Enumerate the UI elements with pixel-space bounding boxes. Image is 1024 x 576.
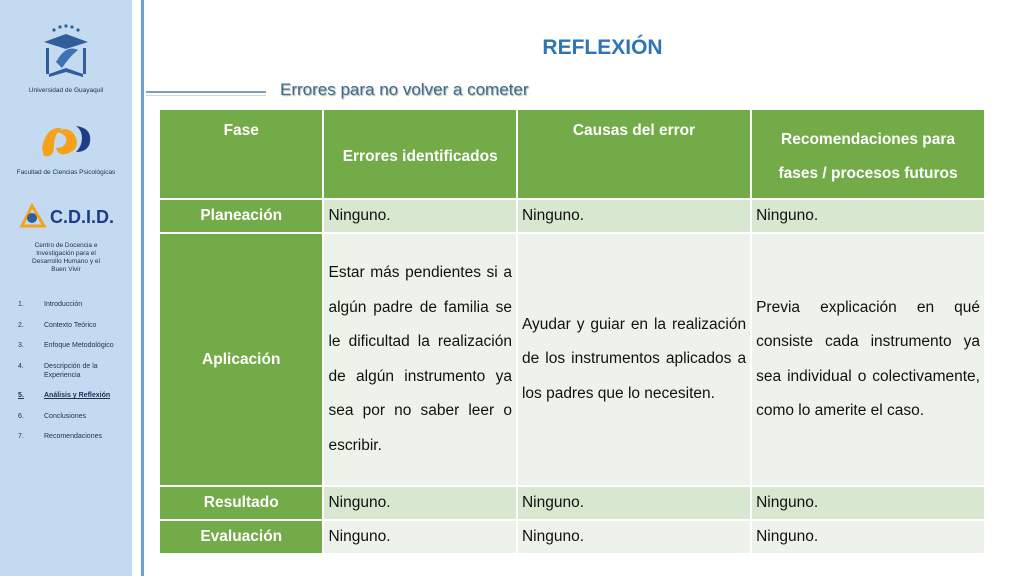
column-header-errors-label: Errores identificados xyxy=(342,148,498,165)
nav-item-label: Conclusiones xyxy=(44,412,87,420)
cdid-logo-text: C.D.I.D. xyxy=(49,206,114,227)
cdid-logo-icon xyxy=(18,202,48,232)
nav-item-number: 3. xyxy=(18,342,24,349)
phase-cell: Planeación xyxy=(159,199,323,233)
sidebar-divider xyxy=(141,0,144,576)
nav-item-label: Análisis y Reflexión xyxy=(44,392,111,399)
nav-item[interactable] xyxy=(18,391,128,400)
errors-cell: Estar más pendientes si a algún padre de familia se le dificultad la realización de algún instrumento ya sea por no saber leer o escribir. xyxy=(323,233,516,486)
nav-item[interactable] xyxy=(18,432,128,441)
section-nav xyxy=(18,300,128,453)
column-header-errors xyxy=(323,109,516,199)
nav-item[interactable] xyxy=(18,321,128,330)
page-title: REFLEXIÓN xyxy=(542,36,663,59)
column-header-recommendations xyxy=(751,109,985,199)
table-row xyxy=(159,199,985,233)
nav-item-label: Descripción de la Experiencia xyxy=(44,362,98,379)
nav-item-number: 2. xyxy=(18,321,24,329)
nav-item-label: Recomendaciones xyxy=(44,433,102,440)
causes-cell: Ninguno. xyxy=(517,486,751,520)
recommendations-cell: Previa explicación en qué consiste cada instrumento ya sea individual o colectivamente, como lo amerite el caso. xyxy=(751,233,985,486)
nav-item[interactable] xyxy=(18,362,128,380)
causes-cell: Ninguno. xyxy=(517,520,751,554)
causes-cell: Ayudar y guiar en la realización de los instrumentos aplicados a los padres que lo necesiten. xyxy=(517,233,751,486)
university-name: Universidad de Guayaquil xyxy=(28,87,104,94)
cdid-caption: Centro de Docencia e Investigación para el Desarrollo Humano y el Buen Vivir xyxy=(32,242,100,273)
nav-item-number: 4. xyxy=(18,362,24,370)
table-row xyxy=(159,520,985,554)
nav-item-label: Introducción xyxy=(44,301,83,308)
table-row xyxy=(159,486,985,520)
subtitle-rule xyxy=(146,91,266,93)
recommendations-cell: Ninguno. xyxy=(751,486,985,520)
recommendations-cell: Ninguno. xyxy=(751,199,985,233)
faculty-logo-block xyxy=(0,118,132,177)
subtitle-rule-shadow xyxy=(146,95,266,96)
nav-item[interactable] xyxy=(18,341,128,350)
errors-cell: Ninguno. xyxy=(323,486,516,520)
nav-item-label: Contexto Teórico xyxy=(44,321,97,329)
phase-cell: Resultado xyxy=(159,486,323,520)
nav-item-number: 1. xyxy=(18,301,24,308)
errors-cell: Ninguno. xyxy=(323,520,516,554)
table-row xyxy=(159,233,985,486)
nav-item-number: 5. xyxy=(18,392,24,399)
errors-cell: Ninguno. xyxy=(323,199,516,233)
recommendations-cell: Ninguno. xyxy=(751,520,985,554)
nav-item[interactable] xyxy=(18,412,128,421)
faculty-name: Facultad de Ciencias Psicológicas xyxy=(16,169,116,176)
subtitle-row xyxy=(146,80,706,104)
phase-cell: Evaluación xyxy=(159,520,323,554)
nav-item-label: Enfoque Metodológico xyxy=(44,342,114,349)
sidebar xyxy=(0,0,132,576)
table-header-row xyxy=(159,109,985,199)
column-header-phase: Fase xyxy=(159,109,323,199)
nav-item[interactable] xyxy=(18,300,128,309)
reflection-table xyxy=(158,108,986,555)
page-subtitle: Errores para no volver a cometer xyxy=(280,80,529,99)
cdid-logo-block xyxy=(0,198,132,274)
nav-item-number: 7. xyxy=(18,433,24,440)
university-logo-icon xyxy=(36,22,96,80)
university-logo-block xyxy=(0,22,132,95)
faculty-logo-icon xyxy=(36,118,96,162)
nav-item-number: 6. xyxy=(18,412,24,420)
column-header-recommendations-label: Recomendaciones para fases / procesos futuros xyxy=(778,131,958,182)
column-header-causes: Causas del error xyxy=(517,109,751,199)
causes-cell: Ninguno. xyxy=(517,199,751,233)
phase-cell: Aplicación xyxy=(159,233,323,486)
